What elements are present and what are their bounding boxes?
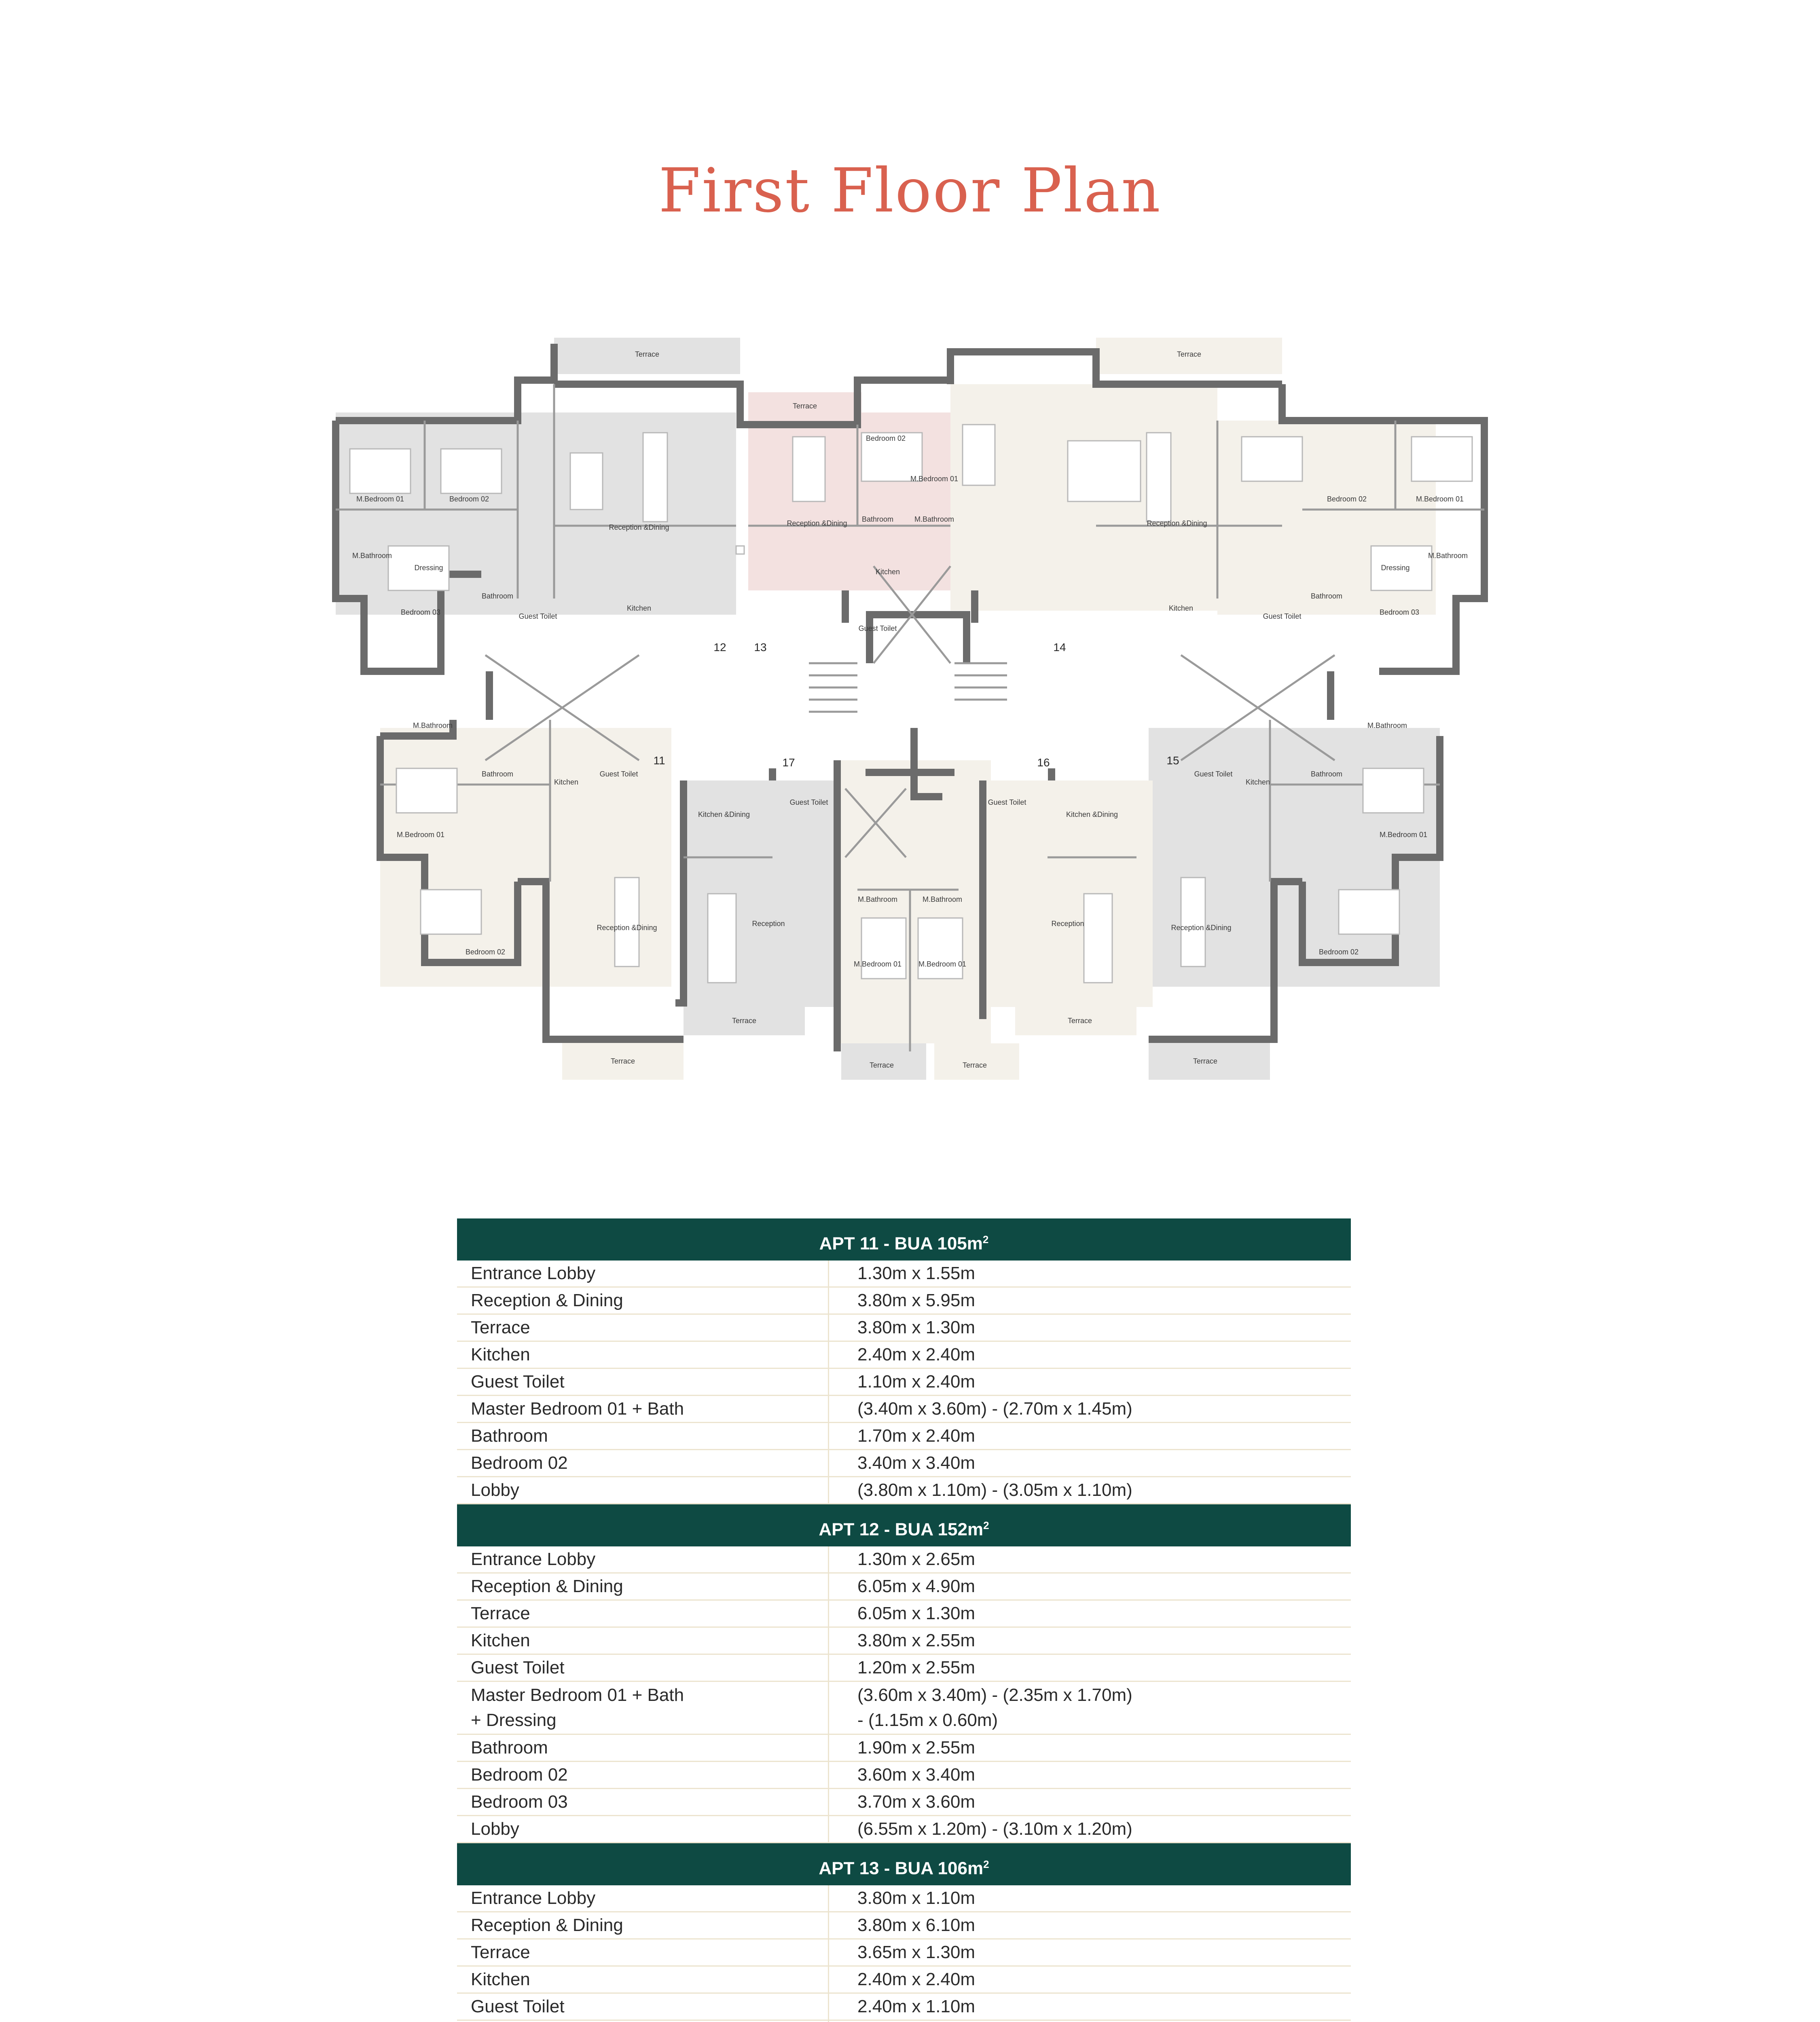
plan-label-bed2-13: Bedroom 02: [866, 434, 906, 442]
area-unit-superscript: 2: [982, 1233, 989, 1246]
plan-label-guest-11: Guest Toilet: [599, 770, 638, 778]
room-name: Kitchen: [457, 1628, 829, 1654]
plan-label-terrace-11: Terrace: [610, 1057, 635, 1065]
room-dimensions: 6.05m x 4.90m: [857, 1576, 976, 1596]
room-name: Guest Toilet: [457, 1655, 829, 1681]
area-unit-superscript: 2: [983, 1858, 989, 1870]
plan-label-guest-15: Guest Toilet: [1194, 770, 1233, 778]
room-name: Terrace: [457, 1601, 829, 1626]
apartment-title: APT 12 - BUA 152m: [819, 1519, 984, 1540]
table-row: [457, 1477, 1351, 1504]
room-name: Lobby: [457, 1816, 829, 1842]
room-name: Guest Toilet: [457, 1369, 829, 1395]
room-dimensions: 1.20m x 2.55m: [857, 1658, 976, 1677]
plan-label-terrace-12: Terrace: [635, 350, 660, 358]
room-dimensions: 3.80m x 1.10m: [857, 1888, 976, 1908]
room-dimensions: 6.05m x 1.30m: [857, 1603, 976, 1623]
table-row: [457, 1994, 1351, 2021]
plan-label-guest-13: Guest Toilet: [858, 624, 897, 632]
room-dimensions: 2.40m x 2.40m: [857, 1345, 976, 1364]
plan-label-recep-13: Reception &Dining: [787, 519, 847, 527]
plan-label-terrace-16b: Terrace: [962, 1061, 987, 1069]
room-dimensions: 3.40m x 3.40m: [857, 1453, 976, 1473]
plan-label-terrace-16: Terrace: [1067, 1017, 1092, 1025]
room-dimensions: 1.90m x 2.55m: [857, 1738, 976, 1758]
plan-label-guest-14: Guest Toilet: [1263, 612, 1302, 620]
apartment-tables: [457, 1218, 1351, 2022]
table-row: [457, 1342, 1351, 1369]
room-dimensions: 2.40m x 2.40m: [857, 1969, 976, 1989]
table-row: [457, 1762, 1351, 1789]
plan-label-mbed-15: M.Bedroom 01: [1379, 831, 1428, 839]
plan-label-mbath-13: M.Bathroom: [914, 515, 954, 523]
apt-number-14: 14: [1053, 641, 1066, 654]
room-dimensions: 3.80m x 6.10m: [857, 1915, 976, 1935]
room-name: Terrace: [457, 1940, 829, 1965]
apartment-table: [457, 1843, 1351, 2022]
plan-label-kitchen-11: Kitchen: [554, 778, 579, 786]
plan-label-bed2-15: Bedroom 02: [1318, 948, 1359, 956]
room-dimensions: 3.80m x 5.95m: [857, 1290, 976, 1310]
plan-label-mbed-16: M.Bedroom 01: [918, 960, 967, 968]
table-row: [457, 1655, 1351, 1682]
table-row: [457, 1261, 1351, 1288]
plan-label-recep-12: Reception &Dining: [609, 523, 669, 531]
room-name: Guest Toilet: [457, 1994, 829, 2020]
table-row: [457, 1816, 1351, 1843]
apartment-header: [457, 1843, 1351, 1885]
room-dimensions: 2.40m x 1.10m: [857, 1997, 976, 2016]
plan-label-mbed-12: M.Bedroom 01: [356, 495, 404, 503]
table-row: [457, 1682, 1351, 1735]
room-name: Kitchen: [457, 1342, 829, 1368]
room-name: Master Bedroom 01 + Bath: [457, 1396, 829, 1422]
room-name: Terrace: [457, 1315, 829, 1341]
plan-label-mbath-15: M.Bathroom: [1367, 721, 1407, 730]
plan-label-dress-12: Dressing: [414, 564, 443, 572]
plan-label-terrace-15: Terrace: [1193, 1057, 1218, 1065]
room-dimensions: 1.10m x 2.40m: [857, 1372, 976, 1392]
plan-label-terrace-13: Terrace: [792, 402, 817, 410]
plan-label-mbath-14: M.Bathroom: [1428, 552, 1468, 560]
room-name: Bedroom 02: [457, 1450, 829, 1476]
room-dimensions: 3.60m x 3.40m: [857, 1765, 976, 1785]
room-dimensions: 1.70m x 2.40m: [857, 1426, 976, 1446]
table-row: [457, 1912, 1351, 1940]
apartment-title: APT 11 - BUA 105m: [819, 1233, 983, 1254]
table-row: [457, 1369, 1351, 1396]
plan-label-bath-15: Bathroom: [1310, 770, 1343, 778]
plan-label-bed2-12: Bedroom 02: [449, 495, 489, 503]
apt-number-16: 16: [1037, 756, 1050, 769]
page-title: First Floor Plan: [658, 156, 1162, 226]
apartment-title: APT 13 - BUA 106m: [819, 1858, 984, 1878]
room-name: Entrance Lobby: [457, 1885, 829, 1911]
table-row: [457, 1735, 1351, 1762]
plan-label-terrace-17b: Terrace: [869, 1061, 894, 1069]
room-dimensions: 3.65m x 1.30m: [857, 1942, 976, 1962]
apt-number-15: 15: [1166, 754, 1179, 767]
plan-label-bath-14: Bathroom: [1310, 592, 1343, 600]
area-unit-superscript: 2: [983, 1519, 989, 1531]
plan-label-guest-16: Guest Toilet: [988, 798, 1026, 806]
room-dimensions: (6.55m x 1.20m) - (3.10m x 1.20m): [857, 1819, 1132, 1839]
plan-label-mbath-17: M.Bathroom: [857, 895, 898, 903]
plan-label-mbed-13: M.Bedroom 01: [910, 475, 959, 483]
plan-label-guest-12: Guest Toilet: [518, 612, 557, 620]
apartment-header: [457, 1218, 1351, 1261]
table-row: [457, 1789, 1351, 1816]
room-name: Bathroom: [457, 1423, 829, 1449]
room-dimensions: 3.70m x 3.60m: [857, 1792, 976, 1812]
plan-label-bed2-14: Bedroom 02: [1327, 495, 1367, 503]
plan-label-guest-17: Guest Toilet: [789, 798, 828, 806]
apt-number-12: 12: [713, 641, 726, 654]
room-name: Bedroom 02: [457, 1762, 829, 1788]
plan-label-kitdin-16: Kitchen &Dining: [1066, 810, 1118, 819]
plan-label-recep-16: Reception: [1051, 920, 1084, 928]
plan-label-recep-15: Reception &Dining: [1171, 924, 1232, 932]
room-name: Lobby: [457, 1477, 829, 1503]
plan-label-recep-17: Reception: [752, 920, 785, 928]
room-dimensions: 1.30m x 1.55m: [857, 1263, 976, 1283]
plan-label-mbath-11: M.Bathroom: [413, 721, 453, 730]
room-name: Master Bedroom 01 + Bath + Dressing: [457, 1682, 829, 1734]
plan-label-bath-12: Bathroom: [481, 592, 514, 600]
table-row: [457, 1288, 1351, 1315]
plan-label-mbed-14: M.Bedroom 01: [1416, 495, 1464, 503]
room-name: Reception & Dining: [457, 1912, 829, 1938]
plan-label-mbed-11: M.Bedroom 01: [396, 831, 445, 839]
apartment-table: [457, 1218, 1351, 1504]
table-row: [457, 1628, 1351, 1655]
plan-label-kitchen-14: Kitchen: [1168, 604, 1194, 612]
room-dimensions: 3.80m x 1.30m: [857, 1318, 976, 1337]
floor-plan-drawing: [320, 332, 1500, 1084]
plan-label-terrace-17: Terrace: [732, 1017, 757, 1025]
room-name: Reception & Dining: [457, 1574, 829, 1599]
table-row: [457, 1450, 1351, 1477]
room-name: Entrance Lobby: [457, 1261, 829, 1286]
room-dimensions: (3.60m x 3.40m) - (2.35m x 1.70m) - (1.15m x 0.60m): [857, 1685, 1132, 1730]
room-name: Kitchen: [457, 1967, 829, 1992]
plan-label-bath-13: Bathroom: [861, 515, 894, 523]
table-row: [457, 1396, 1351, 1423]
room-dimensions: (3.40m x 3.60m) - (2.70m x 1.45m): [857, 1399, 1132, 1419]
table-row: [457, 1967, 1351, 1994]
plan-label-terrace-14: Terrace: [1177, 350, 1202, 358]
table-row: [457, 1885, 1351, 1912]
table-row: [457, 1315, 1351, 1342]
room-dimensions: 3.80m x 2.55m: [857, 1631, 976, 1650]
floor-plan: [320, 332, 1500, 1084]
room-name: Bathroom: [457, 1735, 829, 1761]
plan-label-kitchen-12: Kitchen: [626, 604, 652, 612]
table-row: [457, 1423, 1351, 1450]
table-row: [457, 1546, 1351, 1574]
plan-label-kitchen-15: Kitchen: [1245, 778, 1270, 786]
plan-label-recep-11: Reception &Dining: [597, 924, 657, 932]
plan-label-kitchen-13: Kitchen: [875, 568, 900, 576]
plan-label-mbed-17: M.Bedroom 01: [853, 960, 902, 968]
plan-label-bath-11: Bathroom: [481, 770, 514, 778]
plan-label-dress-14: Dressing: [1381, 564, 1410, 572]
table-row: [457, 1601, 1351, 1628]
apt-number-17: 17: [782, 756, 795, 769]
plan-label-mbath-16: M.Bathroom: [922, 895, 963, 903]
table-row: [457, 1940, 1351, 1967]
plan-label-mbath-12: M.Bathroom: [352, 552, 392, 560]
plan-label-recep-14: Reception &Dining: [1147, 519, 1207, 527]
room-dimensions: 1.30m x 2.65m: [857, 1549, 976, 1569]
table-row: [457, 1574, 1351, 1601]
apt-number-13: 13: [754, 641, 767, 654]
apartment-table: [457, 1504, 1351, 1843]
room-name: Reception & Dining: [457, 1288, 829, 1313]
apt-number-11: 11: [653, 754, 665, 767]
apartment-header: [457, 1504, 1351, 1546]
plan-label-bed3-14: Bedroom 03: [1379, 608, 1420, 616]
room-dimensions: (3.80m x 1.10m) - (3.05m x 1.10m): [857, 1480, 1132, 1500]
plan-label-bed3-12: Bedroom 03: [400, 608, 441, 616]
room-name: Bedroom 03: [457, 1789, 829, 1815]
plan-label-bed2-11: Bedroom 02: [465, 948, 506, 956]
plan-label-kitdin-17: Kitchen &Dining: [698, 810, 750, 819]
room-name: Entrance Lobby: [457, 1546, 829, 1572]
